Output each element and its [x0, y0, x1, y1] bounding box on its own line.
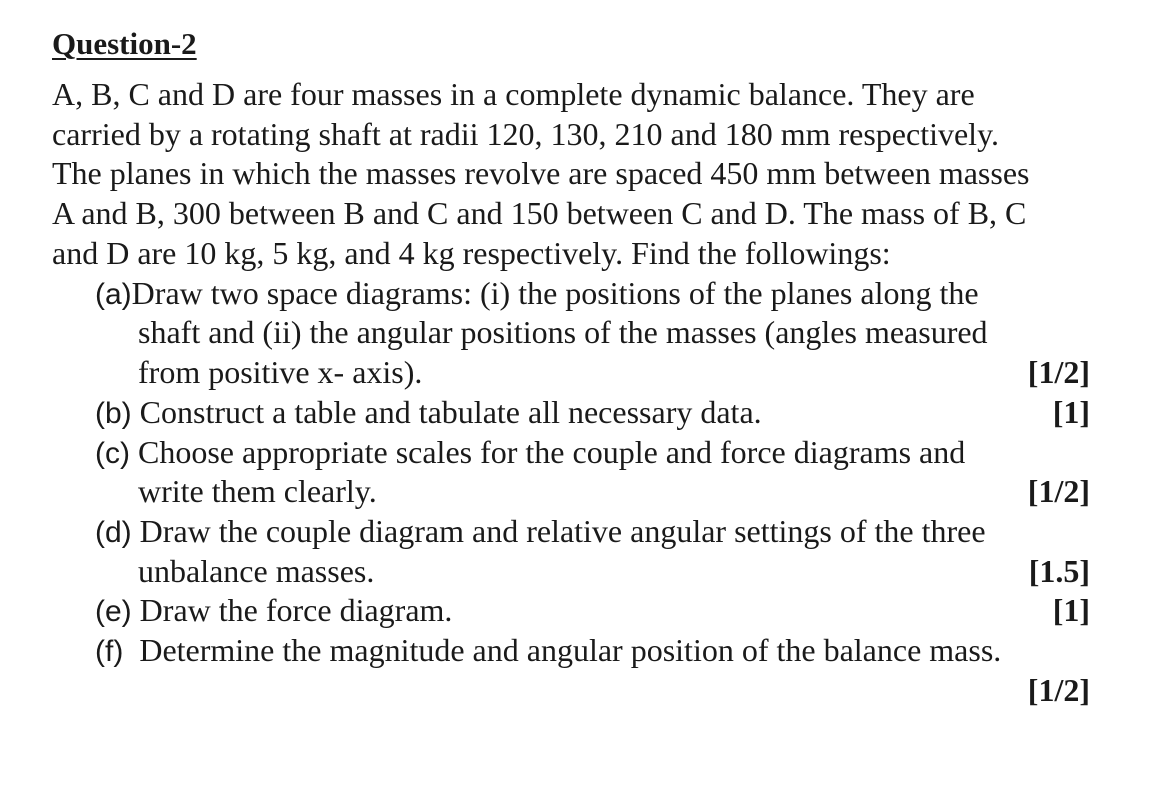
intro-line-5: and D are 10 kg, 5 kg, and 4 kg respectively. Find the followings:	[52, 235, 891, 271]
part-d	[95, 511, 986, 553]
part-a-line-2: shaft and (ii) the angular positions of the masses (angles measured	[138, 314, 988, 350]
part-c-marks: [1/2]	[1027, 473, 1090, 509]
part-d-line-2: unbalance masses.	[138, 553, 375, 589]
part-c-line-1: Choose appropriate scales for the couple and force diagrams and	[137, 434, 966, 470]
part-e-marks: [1]	[1052, 592, 1090, 628]
part-a-line-1: Draw two space diagrams: (i) the positions of the planes along the	[131, 275, 979, 311]
part-f-label: (f)	[95, 635, 124, 668]
part-e	[95, 590, 452, 632]
part-f-marks: [1/2]	[1027, 672, 1090, 708]
part-a-line-3: from positive x- axis).	[138, 354, 423, 390]
part-a-label: (a)	[95, 278, 132, 311]
part-b	[95, 392, 762, 434]
part-a-marks: [1/2]	[1027, 354, 1090, 390]
intro-line-1: A, B, C and D are four masses in a complete dynamic balance. They are	[52, 76, 975, 112]
part-f	[95, 630, 1001, 672]
part-c	[95, 432, 965, 474]
part-b-marks: [1]	[1052, 394, 1090, 430]
part-d-label: (d)	[95, 516, 132, 549]
intro-line-2: carried by a rotating shaft at radii 120, 130, 210 and 180 mm respectively.	[52, 116, 999, 152]
part-d-line-1: Draw the couple diagram and relative angular settings of the three	[139, 513, 986, 549]
part-b-label: (b)	[95, 397, 132, 430]
part-a	[95, 273, 979, 315]
intro-line-3: The planes in which the masses revolve are spaced 450 mm between masses	[52, 155, 1030, 191]
part-c-line-2: write them clearly.	[138, 473, 377, 509]
part-c-label: (c)	[95, 437, 130, 470]
part-e-label: (e)	[95, 595, 132, 628]
question-title: Question-2	[52, 26, 197, 61]
intro-line-4: A and B, 300 between B and C and 150 between C and D. The mass of B, C	[52, 195, 1027, 231]
part-d-marks: [1.5]	[1028, 553, 1090, 589]
part-e-line-1: Draw the force diagram.	[139, 592, 453, 628]
part-f-line-1: Determine the magnitude and angular position of the balance mass.	[139, 632, 1002, 668]
part-b-line-1: Construct a table and tabulate all necessary data.	[139, 394, 762, 430]
